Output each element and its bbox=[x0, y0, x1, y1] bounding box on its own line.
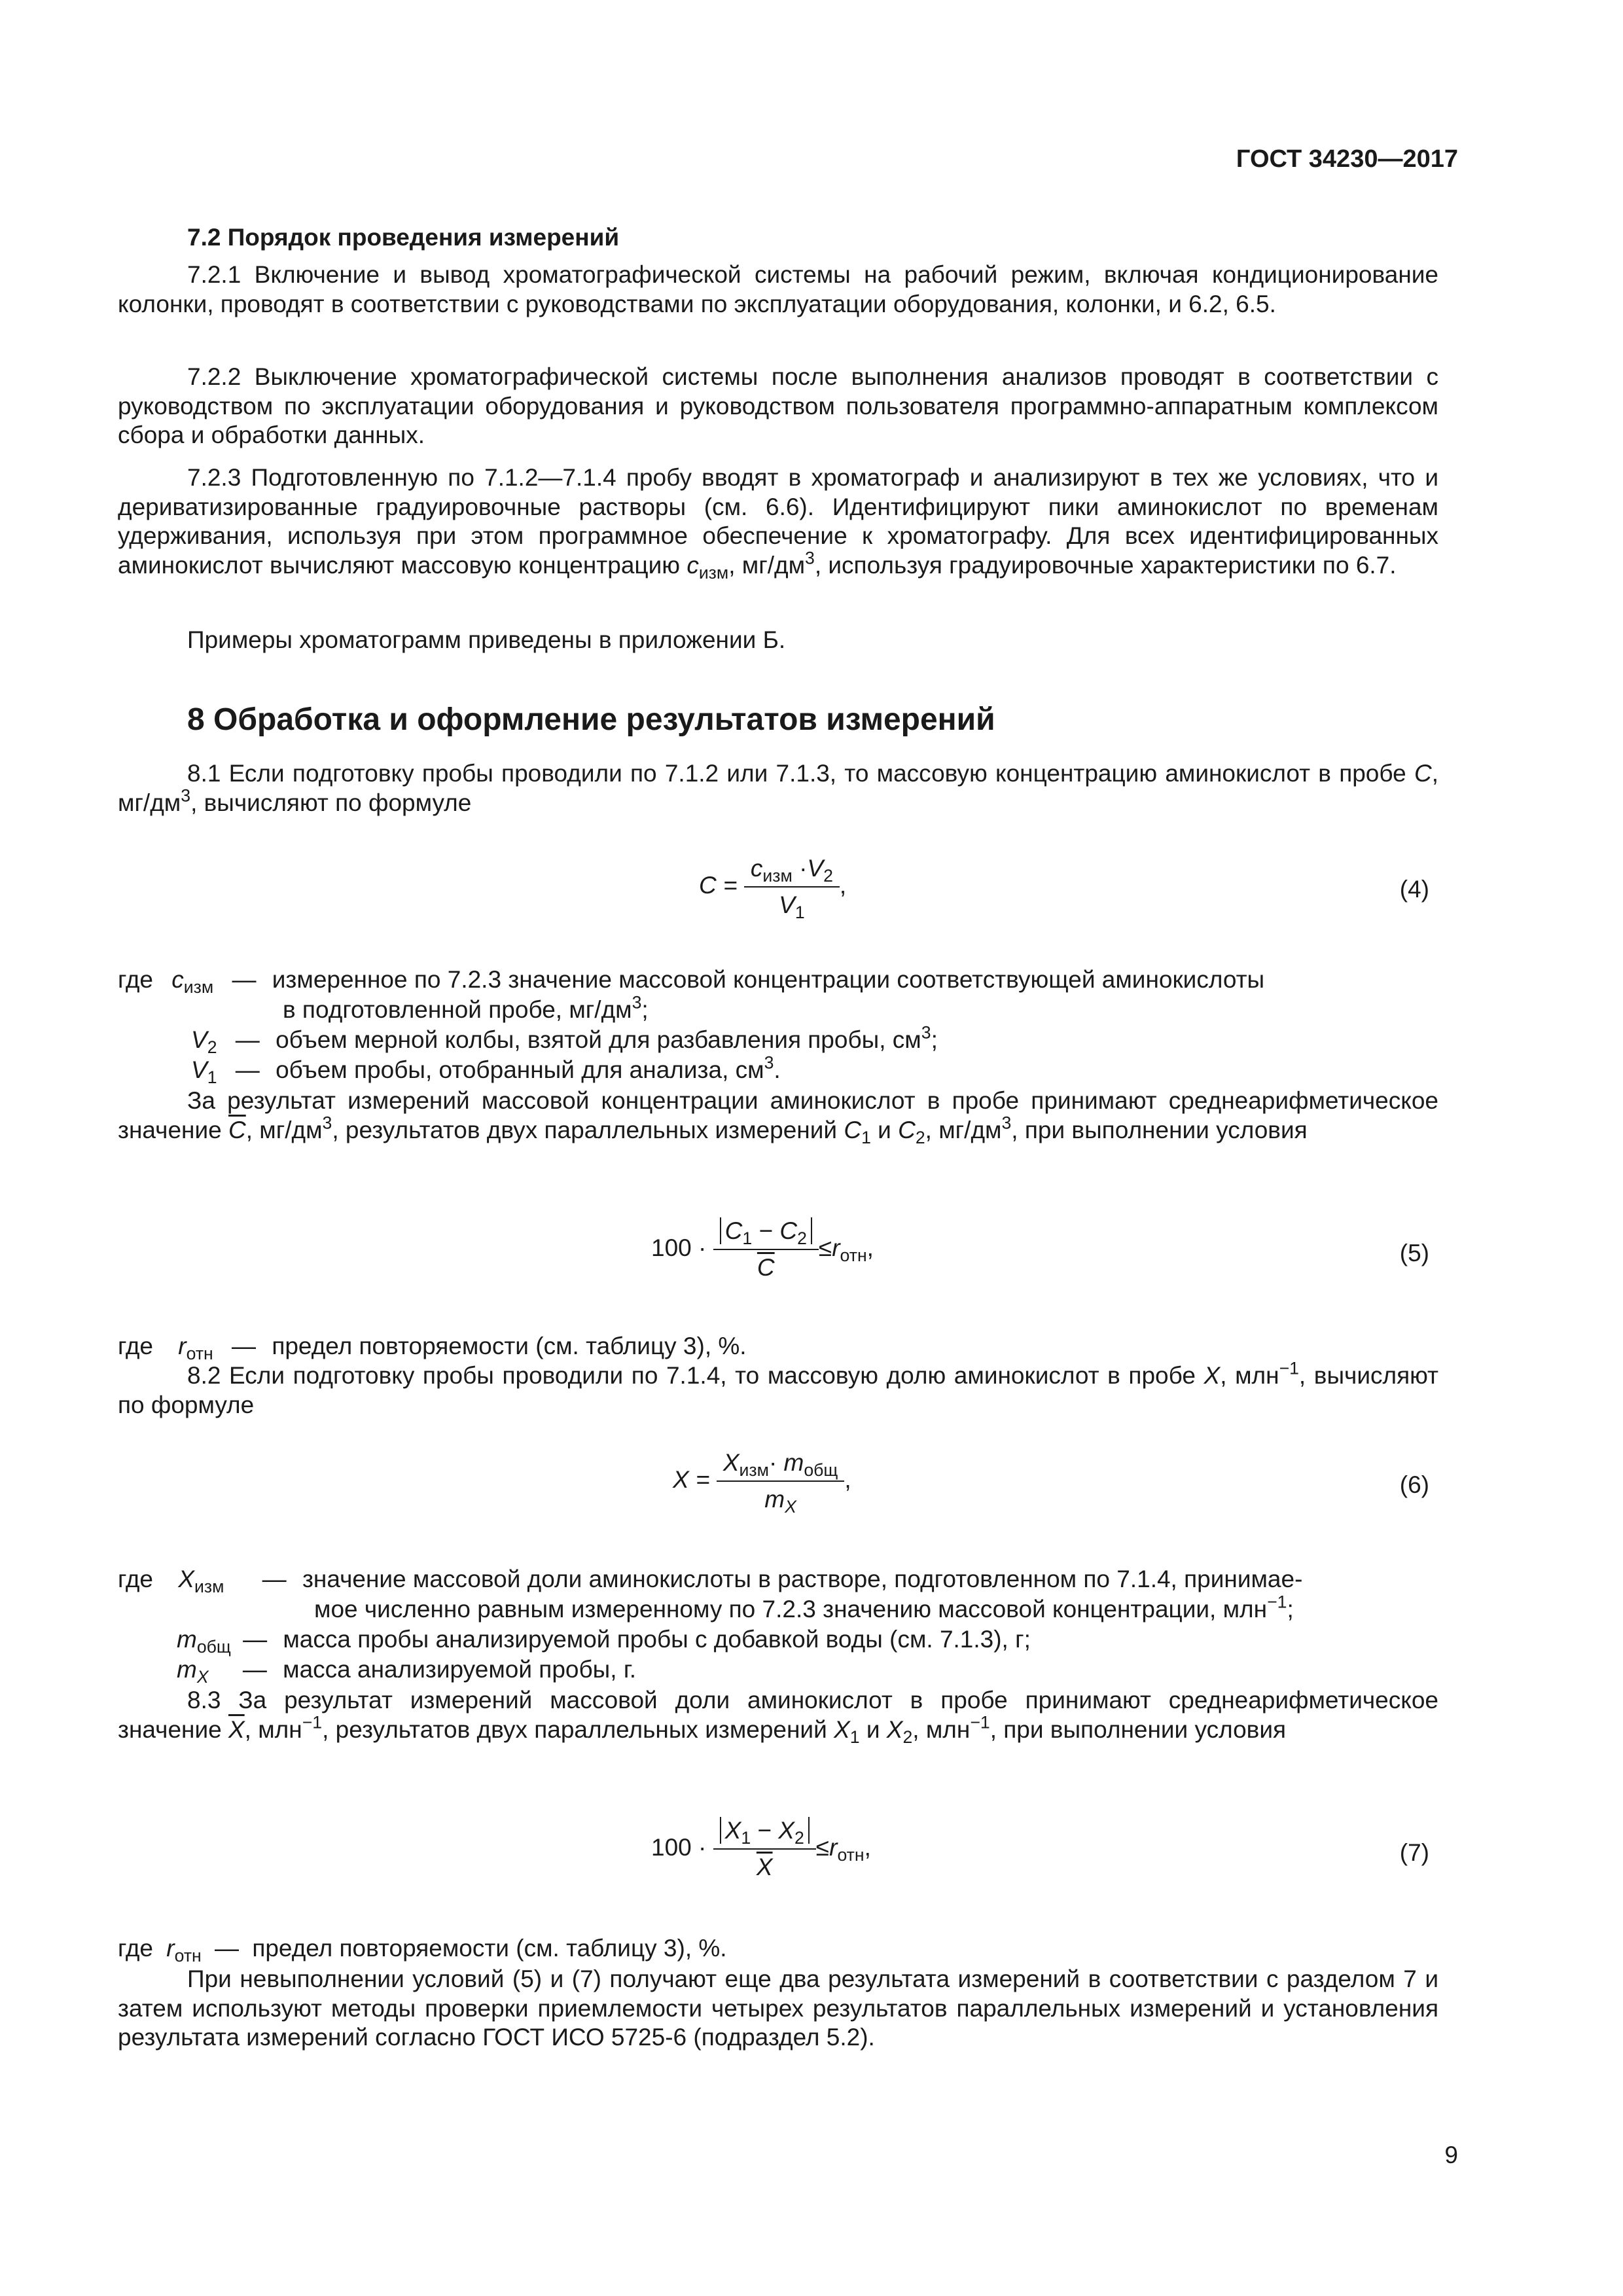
formula-7: 100 · $\frac{X_1 - X_2}{X}$ $\le r_{отн}$, bbox=[651, 1817, 871, 1880]
where-row-m-obsh: $m_{общ}$ — масса пробы анализируемой пробы с добавкой воды (см. 7.1.3), г; bbox=[177, 1626, 1031, 1657]
paragraph-7-2-1: 7.2.1 Включение и вывод хроматографической системы на рабочий режим, включая кондиционирование колонки, проводят в соответствии с руководствами по эксплуатации оборудования, колонки, и 6.2, 6.5. bbox=[118, 261, 1438, 317]
paragraph-7-2-2: 7.2.2 Выключение хроматографической системы после выполнения анализов проводят в соответствии с руководством по эксплуатации оборудования и руководством пользователя программно-аппаратным комплексом сбора и обработки данных. bbox=[118, 363, 1438, 448]
paragraph-8-3: 8.3 За результат измерений массовой доли аминокислот в пробе принимают среднеарифметическое значение $\overline{X}$, млн$^{-1}$, результатов двух параллельных измерений $X_1$ и $X_2$, млн$^{-1}$, при выполнении условия bbox=[118, 1687, 1438, 1747]
page-number: 9 bbox=[1444, 2142, 1458, 2168]
section-heading-7-2: 7.2 Порядок проведения измерений bbox=[187, 224, 620, 251]
where-row-r-otn-7: где $r_{отн}$ — предел повторяемости (см. таблицу 3), %. bbox=[118, 1935, 727, 1965]
formula-6: X = $\frac{X_{изм}\cdot m_{общ}}{m_X}$ , bbox=[673, 1449, 851, 1516]
paragraph-8-2: 8.2 Если подготовку пробы проводили по 7.1.4, то массовую долю аминокислот в пробе X, млн$^{-1}$, вычисляют по формуле bbox=[118, 1358, 1438, 1418]
paragraph-8-1: 8.1 Если подготовку пробы проводили по 7.1.2 или 7.1.3, то массовую концентрацию аминокислот в пробе C, $мг/дм^3$, вычисляют по формуле bbox=[118, 760, 1438, 816]
formula-4: C = $\frac{c_{изм} \cdot V_2}{V_1}$ , bbox=[699, 855, 847, 922]
where-row-c-izm: где $c_{изм}$ — измеренное по 7.2.3 значение массовой концентрации соответствующей аминокислоты bbox=[118, 966, 1265, 997]
where-row-c-izm-cont: в подготовленной пробе, $мг/дм^3$; bbox=[283, 992, 649, 1023]
where-row-v2: $V_2$ — объем мерной колбы, взятой для разбавления пробы, $см^3$; bbox=[191, 1022, 938, 1057]
where-row-r-otn-5: где $r_{отн}$ — предел повторяемости (см. таблицу 3), %. bbox=[118, 1333, 747, 1363]
equation-number-7: (7) bbox=[1399, 1839, 1429, 1866]
document-code: ГОСТ 34230—2017 bbox=[1236, 145, 1458, 173]
equation-number-4: (4) bbox=[1399, 876, 1429, 903]
equation-number-5: (5) bbox=[1399, 1240, 1429, 1266]
section-heading-8: 8 Обработка и оформление результатов измерений bbox=[187, 702, 995, 737]
equation-number-6: (6) bbox=[1399, 1471, 1429, 1498]
where-row-v1: $V_1$ — объем пробы, отобранный для анализа, $см^3$. bbox=[191, 1052, 781, 1087]
formula-5: 100 · $\frac{C_1 - C_2}{C}$ $\le r_{отн}$, bbox=[651, 1217, 874, 1281]
paragraph-examples: Примеры хроматограмм приведены в приложении Б. bbox=[187, 626, 786, 653]
where-row-x-izm-cont: мое численно равным измеренному по 7.2.3 значению массовой концентрации, млн$^{-1}$; bbox=[314, 1592, 1294, 1623]
paragraph-result-c: За результат измерений массовой концентрации аминокислот в пробе принимают среднеарифметическое значение $\overline{C}$, $мг/дм^3$, результатов двух параллельных измерений $C_1$ и $C_2$, $мг/дм^3$, при выполнении условия bbox=[118, 1087, 1438, 1147]
where-row-m-x: $m_X$ — масса анализируемой пробы, г. bbox=[177, 1656, 637, 1687]
paragraph-7-2-3: 7.2.3 Подготовленную по 7.1.2—7.1.4 пробу вводят в хроматограф и анализируют в тех же условиях, что и дериватизированные градуировочные растворы (см. 6.6). Идентифицируют пики аминокислот по временам удерживания, используя при этом программное обеспечение к хроматографу. Для всех идентифицированных аминокислот вычисляют массовую концентрацию $c_{изм}$, $мг/дм^3$, используя градуировочные характеристики по 6.7. bbox=[118, 464, 1438, 583]
paragraph-final: При невыполнении условий (5) и (7) получают еще два результата измерений в соответствии с разделом 7 и затем используют методы проверки приемлемости четырех результатов параллельных измерений и установления результата измерений согласно ГОСТ ИСО 5725-6 (подраздел 5.2). bbox=[118, 1965, 1438, 2051]
where-row-x-izm: где $X_{изм}$ — значение массовой доли аминокислоты в растворе, подготовленном по 7.1.4, принимае- bbox=[118, 1566, 1303, 1596]
